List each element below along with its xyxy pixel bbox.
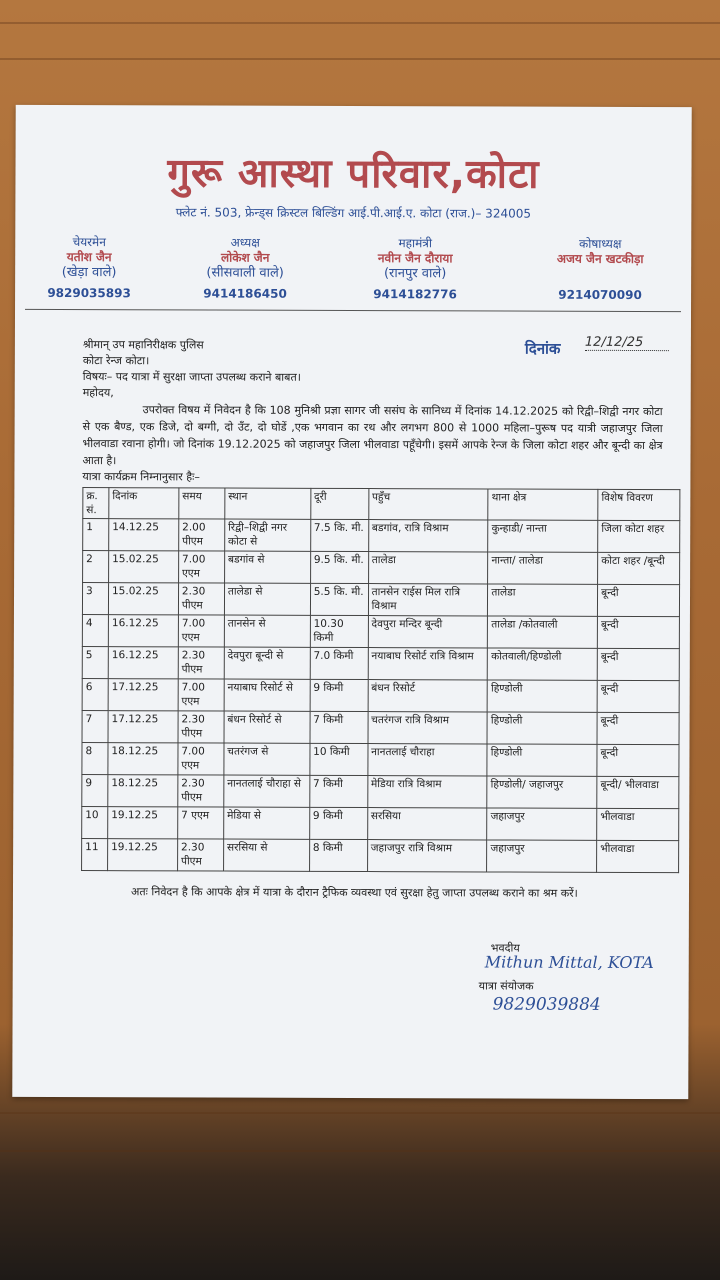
officer-place: (सीसवाली वाले) xyxy=(206,265,284,281)
table-row xyxy=(82,743,679,777)
table-cell: 2.30 पीएम xyxy=(178,647,224,679)
officer-name: अजय जैन खटकीड़ा xyxy=(556,251,644,267)
table-cell: नान्ता/ तालेडा xyxy=(488,552,598,584)
table-cell: देवपुरा बून्दी से xyxy=(224,647,310,679)
table-row xyxy=(83,519,680,553)
table-cell: 7.00 एएम xyxy=(178,551,224,583)
table-cell: 2.30 पीएम xyxy=(178,711,224,743)
table-cell: 11 xyxy=(82,839,108,871)
table-cell: हिण्डोली xyxy=(487,680,597,712)
table-cell: कोतवाली/हिण्डोली xyxy=(488,648,598,680)
table-cell: 2.30 पीएम xyxy=(177,839,223,871)
table-cell: चतरंगज से xyxy=(224,743,310,775)
table-cell: 5 xyxy=(82,647,108,679)
table-row xyxy=(83,551,680,585)
header-divider xyxy=(25,309,681,312)
table-row xyxy=(82,679,679,713)
table-cell: बून्दी xyxy=(598,584,680,616)
table-cell: तालेडा से xyxy=(224,583,310,615)
table-cell: 9.5 कि. मी. xyxy=(310,551,368,583)
letter-body: उपरोक्त विषय में निवेदन है कि 108 मुनिश्री प्रज्ञा सागर जी ससंघ के सानिध्य में दिनांक 14.12.2025 को रिद्वी–शिद्वी नगर कोटा से एक बैण्ड, एक डिजे, दो बग्गी, दो उँट, दो घोडें ,एक भगवान का रथ और लगभग 800 से 1000 महिला–पुरूष पद यात्री जहाजपुर जिला भीलवाडा रवाना होगी। जो दिनांक 19.12.2025 को जहाजपुर जिला भीलवाडा पहूँचेगी। इसमें आपके रेन्ज के जिला कोटा शहर और बून्दी का क्षेत्र आता है। xyxy=(82,403,663,468)
table-cell: हिण्डोली xyxy=(487,744,597,776)
table-cell: बून्दी xyxy=(597,616,679,648)
table-cell: 8 किमी xyxy=(309,839,367,871)
table-row xyxy=(82,583,679,617)
table-cell: 5.5 कि. मी. xyxy=(310,583,368,615)
table-header-cell: पहुँच xyxy=(368,489,488,520)
officer-treasurer xyxy=(525,237,675,304)
table-cell: मेडिया रात्रि विश्राम xyxy=(367,776,487,808)
org-address: फ्लेट नं. 503, फ्रेन्ड्स क्रिस्टल बिल्डिंग आई.पी.आई.ए. कोटा (राज.)– 324005 xyxy=(175,205,532,221)
table-cell: 16.12.25 xyxy=(108,647,178,679)
table-cell: 18.12.25 xyxy=(108,743,178,775)
table-cell: चतरंगज रात्रि विश्राम xyxy=(368,712,488,744)
table-cell: कोटा शहर /बून्दी xyxy=(598,552,680,584)
signature: Mithun Mittal, KOTA xyxy=(484,952,654,973)
table-cell: 6 xyxy=(82,679,108,711)
officer-chairman xyxy=(29,235,149,301)
officer-secretary xyxy=(345,236,485,302)
table-cell: 3 xyxy=(82,583,108,615)
table-cell: बडगांव से xyxy=(224,551,310,583)
table-cell: 10 xyxy=(82,807,108,839)
table-cell: तालेडा xyxy=(488,584,598,616)
sign-off: भवदीय xyxy=(490,941,520,955)
table-cell: बडगांव, रात्रि विश्राम xyxy=(368,520,488,552)
officer-phone: 9414186450 xyxy=(203,286,287,301)
table-cell: 7.00 एएम xyxy=(178,743,224,775)
table-cell: 7 xyxy=(82,711,108,743)
subject-line: विषयः– पद यात्रा में सुरक्षा जाप्ता उपलब्ध कराने बाबत। xyxy=(82,370,301,384)
table-cell: 19.12.25 xyxy=(108,839,178,871)
table-row xyxy=(82,807,679,841)
table-cell: नानतलाई चौराहा xyxy=(368,744,488,776)
officer-name: यतीश जैन xyxy=(66,250,112,265)
table-cell: 7.00 एएम xyxy=(178,615,224,647)
table-cell: 16.12.25 xyxy=(108,615,178,647)
table-cell: 2.30 पीएम xyxy=(178,775,224,807)
table-cell: नानतलाई चौराहा से xyxy=(224,775,310,807)
table-header-cell: क्र. सं. xyxy=(83,488,109,519)
table-row xyxy=(82,775,679,809)
table-cell: हिण्डोली xyxy=(487,712,597,744)
officer-phone: 9214070090 xyxy=(558,287,642,303)
table-cell: जिला कोटा शहर xyxy=(598,520,680,552)
table-cell: 7 किमी xyxy=(309,775,367,807)
table-cell: जहाजपुर xyxy=(487,808,597,840)
table-cell: 17.12.25 xyxy=(108,711,178,743)
table-cell: 10.30 किमी xyxy=(310,615,368,647)
addressee-line2: कोटा रेन्ज कोटा। xyxy=(82,354,150,368)
table-cell: भीलवाडा xyxy=(597,808,679,840)
table-cell: बून्दी xyxy=(597,648,679,680)
table-row xyxy=(82,647,679,681)
table-cell: 9 किमी xyxy=(309,807,367,839)
table-cell: 14.12.25 xyxy=(109,519,179,551)
officer-role: महामंत्री xyxy=(398,236,433,251)
table-cell: तानसेन राईस मिल रात्रि विश्राम xyxy=(368,584,488,616)
officer-place: (खेड़ा वाले) xyxy=(61,264,117,281)
table-row xyxy=(82,711,679,745)
table-cell: तालेडा /कोतवाली xyxy=(488,616,598,648)
officer-name: लोकेश जैन xyxy=(220,250,270,265)
table-cell: 7 एएम xyxy=(178,807,224,839)
table-cell: मेडिया से xyxy=(224,807,310,839)
handwritten-phone: 9829039884 xyxy=(492,994,601,1015)
table-header-cell: दिनांक xyxy=(109,488,179,519)
table-cell: 7.00 एएम xyxy=(178,679,224,711)
officer-phone: 9829035893 xyxy=(47,285,131,301)
table-header-cell: स्थान xyxy=(225,488,311,519)
date-label: दिनांक xyxy=(524,339,561,358)
table-cell: जहाजपुर xyxy=(487,840,597,872)
table-row xyxy=(82,615,679,649)
date-value: 12/12/25 xyxy=(585,335,669,351)
table-cell: 8 xyxy=(82,743,108,775)
table-cell: तानसेन से xyxy=(224,615,310,647)
addressee-line1: श्रीमान् उप महानिरीक्षक पुलिस xyxy=(82,338,204,352)
table-cell: 17.12.25 xyxy=(108,679,178,711)
designation: यात्रा संयोजक xyxy=(478,979,534,993)
table-cell: बून्दी xyxy=(597,712,679,744)
table-cell: 18.12.25 xyxy=(108,775,178,807)
salutation: महोदय, xyxy=(82,386,114,400)
table-cell: बंधन रिसोर्ट से xyxy=(224,711,310,743)
table-cell: बून्दी xyxy=(597,680,679,712)
table-row xyxy=(82,839,679,873)
table-cell: सरसिया xyxy=(367,808,487,840)
table-cell: 7.5 कि. मी. xyxy=(310,519,368,551)
table-header-cell: थाना क्षेत्र xyxy=(488,489,598,520)
table-cell: बंधन रिसोर्ट xyxy=(368,680,488,712)
table-cell: जहाजपुर रात्रि विश्राम xyxy=(367,840,487,872)
table-cell: 10 किमी xyxy=(310,743,368,775)
officer-president xyxy=(175,235,315,301)
table-cell: नयाबाघ रिसोर्ट रात्रि विश्राम xyxy=(368,648,488,680)
table-cell: भीलवाडा xyxy=(597,840,679,872)
letter-page xyxy=(12,105,691,1099)
officer-phone: 9414182776 xyxy=(373,287,457,302)
table-header-row xyxy=(83,488,680,521)
table-cell: 1 xyxy=(83,519,109,551)
table-cell: बून्दी/ भीलवाडा xyxy=(597,776,679,808)
table-cell: 19.12.25 xyxy=(108,807,178,839)
table-header-cell: समय xyxy=(179,488,225,519)
table-cell: रिद्वी–शिद्वी नगर कोटा से xyxy=(225,519,311,551)
table-cell: सरसिया से xyxy=(223,839,309,871)
officer-place: (रानपुर वाले) xyxy=(383,266,447,282)
schedule-intro: यात्रा कार्यक्रम निम्नानुसार हैः– xyxy=(82,470,200,484)
table-cell: 9 xyxy=(82,775,108,807)
table-cell: 9 किमी xyxy=(310,679,368,711)
schedule-table xyxy=(81,487,680,873)
table-header-cell: विशेष विवरण xyxy=(598,489,680,520)
table-cell: कुन्हाडी/ नान्ता xyxy=(488,520,598,552)
officer-role: चेयरमेन xyxy=(72,235,106,250)
org-title: गुरू आस्था परिवार,कोटा xyxy=(167,150,540,198)
table-cell: 15.02.25 xyxy=(109,551,179,583)
table-cell: 2.30 पीएम xyxy=(178,583,224,615)
table-cell: 2 xyxy=(83,551,109,583)
table-cell: 7 किमी xyxy=(310,711,368,743)
table-cell: 15.02.25 xyxy=(108,583,178,615)
table-cell: 7.0 किमी xyxy=(310,647,368,679)
table-cell: तालेडा xyxy=(368,552,488,584)
table-cell: बून्दी xyxy=(597,744,679,776)
table-cell: 4 xyxy=(82,615,108,647)
table-cell: नयाबाघ रिसोर्ट से xyxy=(224,679,310,711)
table-cell: हिण्डोली/ जहाजपुर xyxy=(487,776,597,808)
closing-paragraph: अतः निवेदन है कि आपके क्षेत्र में यात्रा के दौरान ट्रैफिक व्यवस्था एवं सुरक्षा हेतु जाप्ता उपलब्ध कराने का श्रम करें। xyxy=(130,885,578,900)
table-cell: 2.00 पीएम xyxy=(179,519,225,551)
officer-name: नवीन जैन दौराया xyxy=(377,251,453,266)
table-header-cell: दूरी xyxy=(310,488,368,519)
officer-role: अध्यक्ष xyxy=(230,235,260,250)
officer-role: कोषाध्यक्ष xyxy=(578,236,622,251)
table-cell: देवपुरा मन्दिर बून्दी xyxy=(368,616,488,648)
